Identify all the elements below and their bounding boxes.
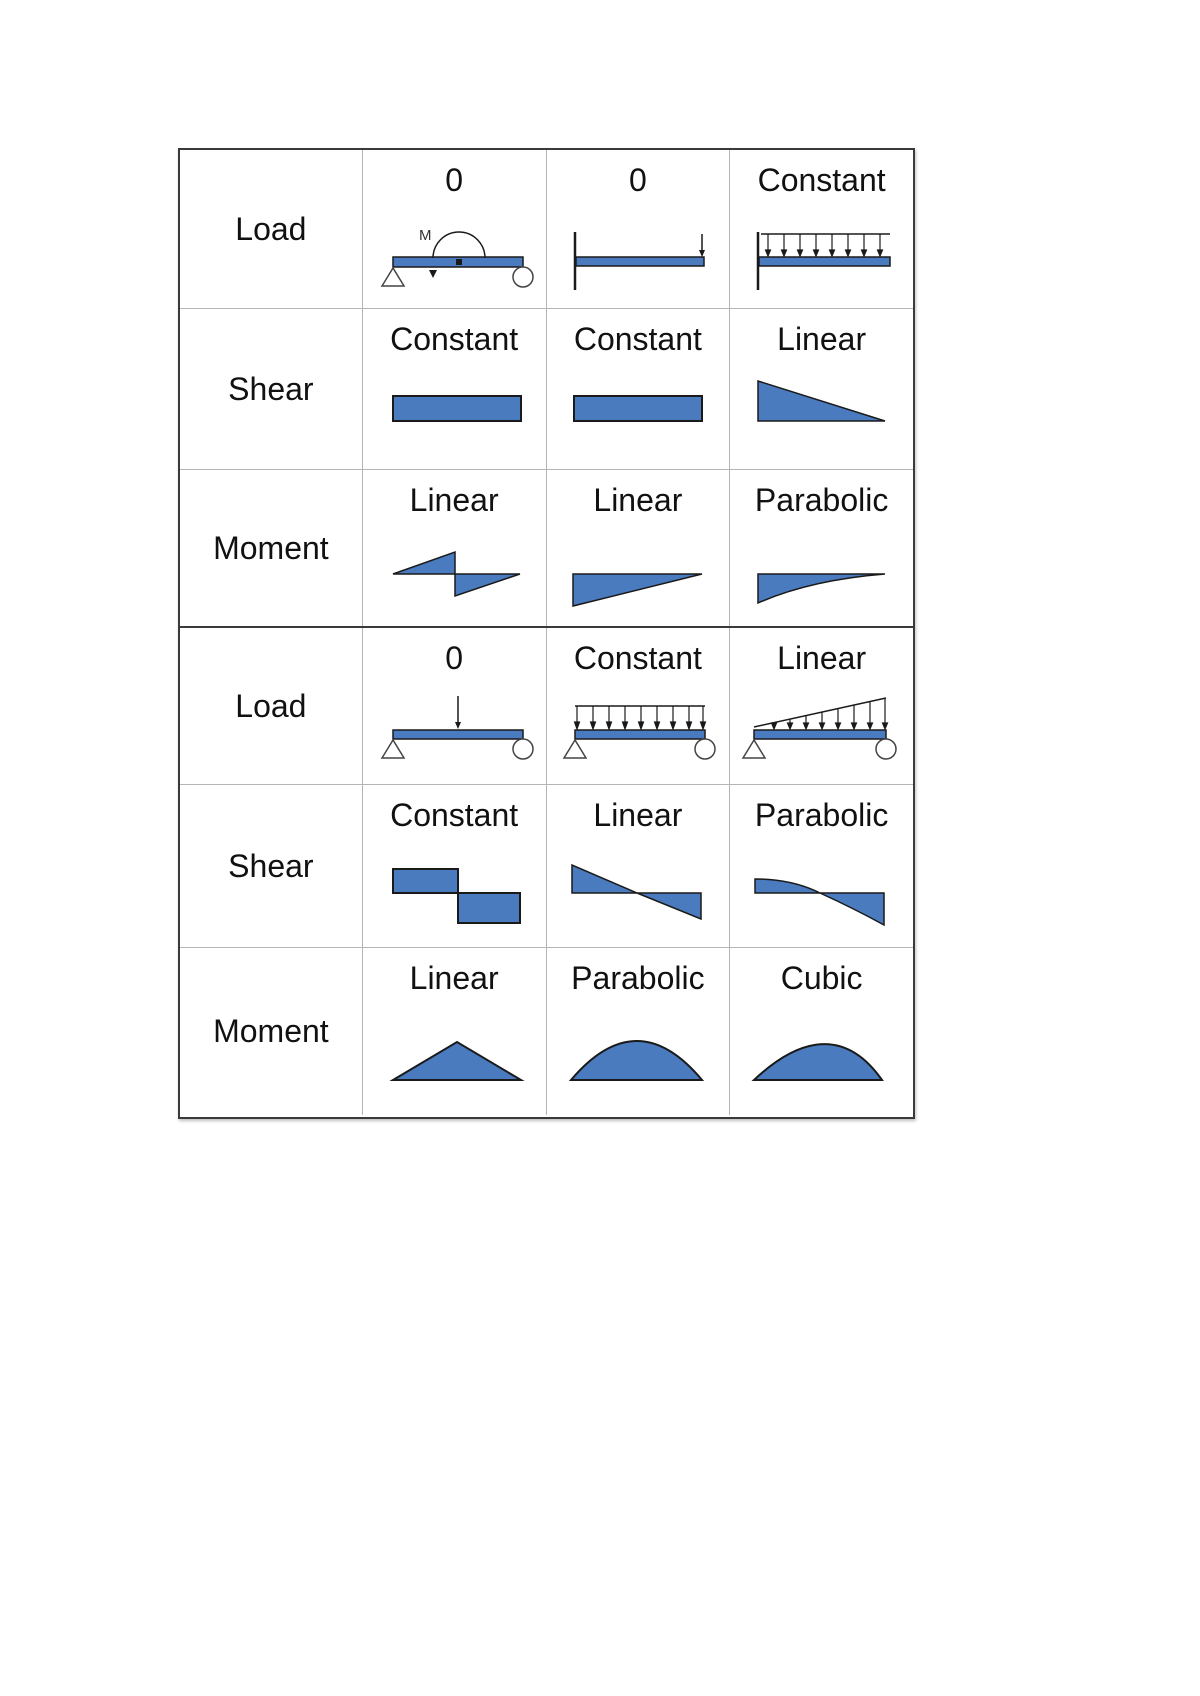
beam-uniform-load-icon — [547, 628, 730, 784]
table-cell — [363, 309, 547, 469]
table-row — [180, 948, 913, 1115]
table-cell — [363, 628, 547, 784]
table-cell — [730, 470, 913, 626]
cell-label: 0 — [445, 162, 464, 198]
cell-label: Linear — [777, 321, 867, 357]
row-header: Moment — [180, 470, 363, 626]
row-header: Load — [180, 628, 363, 784]
cell-label: Linear — [593, 482, 683, 518]
table-cell — [730, 785, 913, 947]
beam-applied-moment-icon — [363, 150, 546, 308]
table-cell — [363, 948, 547, 1115]
cell-label: Constant — [390, 321, 519, 357]
moment-antisymmetric-triangles-icon — [363, 470, 546, 626]
cell-label: Cubic — [780, 960, 863, 996]
cell-label: Constant — [573, 640, 702, 676]
moment-triangle-peak-icon — [363, 948, 546, 1115]
cell-label: Parabolic — [571, 960, 705, 996]
shear-rectangle-icon — [363, 309, 546, 469]
beam-triangular-load-icon — [730, 628, 913, 784]
table-cell — [547, 470, 731, 626]
table-row — [180, 309, 913, 470]
cell-label: 0 — [445, 640, 464, 676]
table-cell — [730, 150, 913, 308]
cell-label: Parabolic — [754, 797, 889, 833]
row-header: Load — [180, 150, 363, 308]
cell-label: Constant — [573, 321, 702, 357]
table-row — [180, 785, 913, 948]
table-cell — [730, 948, 913, 1115]
table-cell — [363, 470, 547, 626]
shear-parabolic-icon — [730, 785, 913, 947]
moment-parabola-icon — [547, 948, 730, 1115]
shear-rectangle-icon — [547, 309, 730, 469]
table-cell — [363, 785, 547, 947]
table-cell — [547, 948, 731, 1115]
table-cell — [363, 150, 547, 308]
table-cell — [730, 628, 913, 784]
cell-label: Linear — [593, 797, 683, 833]
table-cell — [547, 628, 731, 784]
row-header: Shear — [180, 785, 363, 947]
cell-label: Constant — [757, 162, 886, 198]
moment-parabolic-wedge-icon — [730, 470, 913, 626]
moment-symbol: M — [418, 227, 432, 244]
shear-triangle-icon — [730, 309, 913, 469]
cell-label: Constant — [390, 797, 519, 833]
cell-label: Linear — [409, 960, 499, 996]
beam-center-point-load-icon — [363, 628, 546, 784]
cell-label: 0 — [628, 162, 647, 198]
table-row — [180, 628, 913, 785]
shear-step-icon — [363, 785, 546, 947]
row-header: Shear — [180, 309, 363, 469]
shear-linear-crossing-icon — [547, 785, 730, 947]
cantilever-end-point-load-icon — [547, 150, 730, 308]
cell-label: Linear — [409, 482, 499, 518]
cell-label: Parabolic — [754, 482, 889, 518]
table-cell — [547, 785, 731, 947]
table-row — [180, 150, 913, 309]
table-row — [180, 470, 913, 628]
moment-cubic-icon — [730, 948, 913, 1115]
row-header: Moment — [180, 948, 363, 1115]
beam-diagram-table — [178, 148, 915, 1119]
moment-triangle-icon — [547, 470, 730, 626]
cell-label: Linear — [777, 640, 867, 676]
table-cell — [547, 309, 731, 469]
cantilever-uniform-load-icon — [730, 150, 913, 308]
table-cell — [547, 150, 731, 308]
table-cell — [730, 309, 913, 469]
